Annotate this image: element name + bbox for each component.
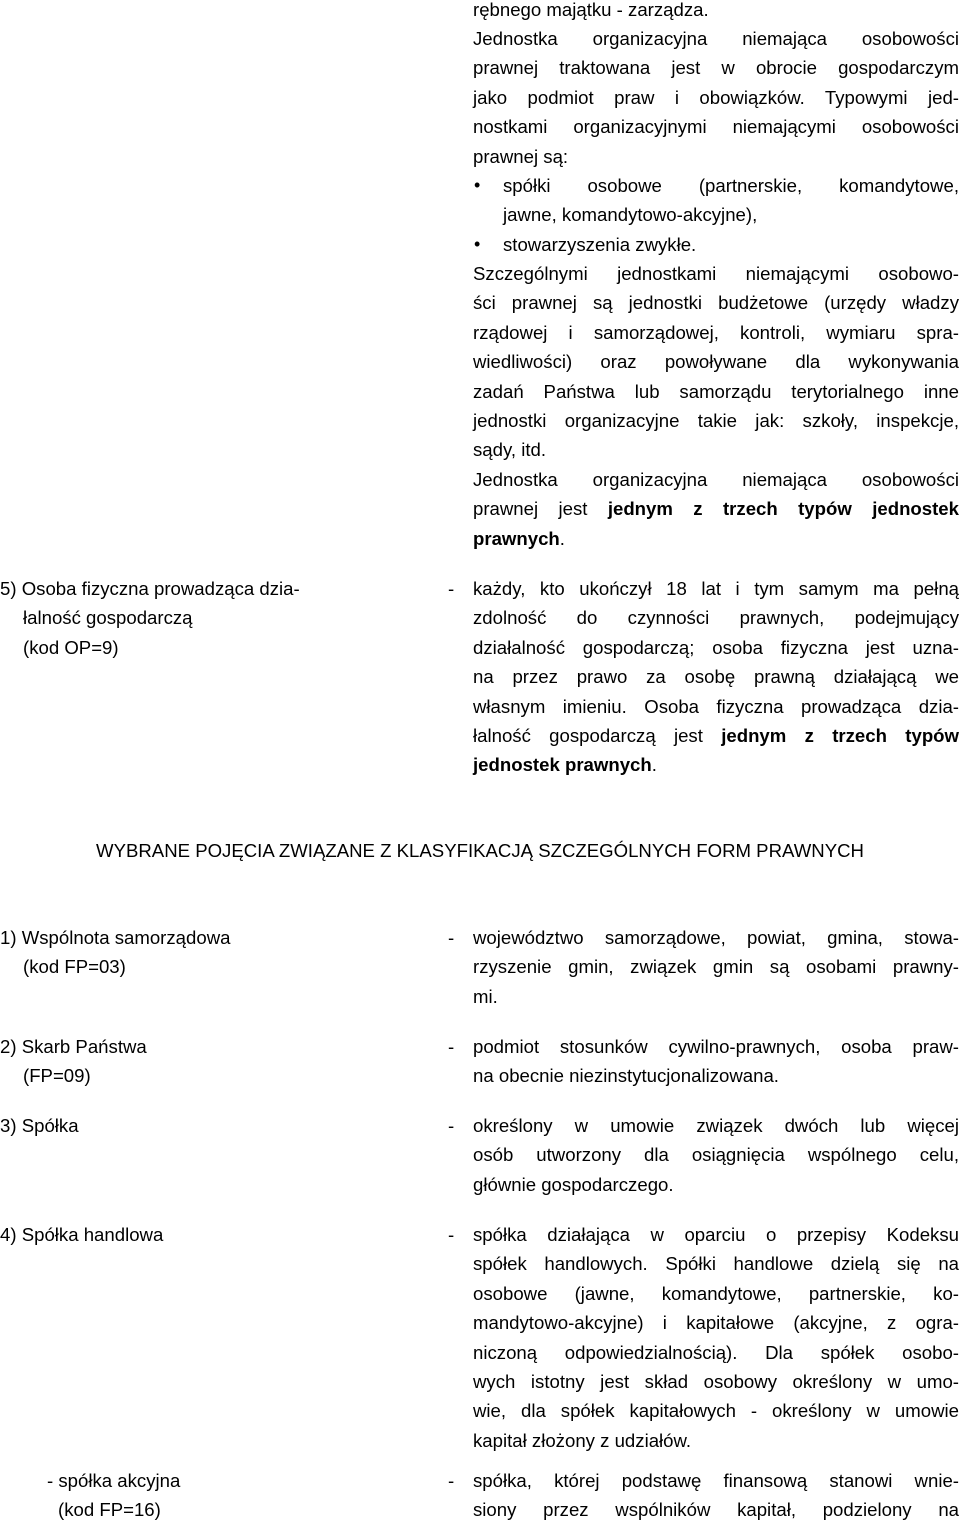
dash-marker: - [448, 1115, 455, 1136]
bullet-item: stowarzyszenia zwykłe. [503, 234, 697, 255]
text-line: na przez prawo za osobę prawną działającą we [473, 666, 959, 688]
text-line: rębnego majątku - zarządza. [473, 0, 709, 20]
bold-text: prawnych [473, 527, 560, 549]
text-span: . [651, 754, 657, 776]
term-natural-person [0, 574, 400, 662]
text-line [473, 524, 959, 553]
text-line: prawnej traktowana jest w obrocie gospodarczym [473, 57, 959, 79]
text-line: sądy, itd. [473, 439, 547, 461]
text-line: prawnej są: [473, 145, 569, 167]
text-line: na obecnie niezinstytucjonalizowana. [473, 1065, 779, 1087]
term-line: 5) Osoba fizyczna prowadząca dzia- [0, 578, 300, 599]
bullet-icon: • [474, 234, 481, 254]
definition-natural-person [473, 574, 959, 780]
bullet-item [503, 171, 959, 230]
text-line: zadań Państwa lub samorządu terytorialnego inne [473, 380, 959, 402]
term-line: - spółka akcyjna [47, 1470, 181, 1491]
text-span: prawnej jest [473, 498, 608, 520]
text-line: spółki osobowe (partnerskie, komandytowe, [503, 175, 959, 196]
text-line: Szczególnymi jednostkami niemającymi osobowo- [473, 263, 959, 284]
text-line: Jednostka organizacyjna niemająca osobowości [473, 469, 959, 490]
text-line: jako podmiot praw i obowiązków. Typowymi jed- [473, 86, 959, 108]
text-line [473, 721, 959, 750]
dash-marker: - [448, 1470, 455, 1491]
bold-text: jednostek prawnych [473, 754, 652, 776]
text-line: osób utworzony dla osiągnięcia wspólnego celu, [473, 1144, 959, 1166]
definition-joint-stock-company [473, 1466, 959, 1525]
text-line: ści prawnej są jednostki budżetowe (urzędy władzy [473, 292, 959, 314]
term-local-community [0, 923, 230, 982]
text-line [473, 494, 959, 523]
text-span: . [559, 527, 565, 549]
text-line: każdy, kto ukończył 18 lat i tym samym ma pełną [473, 578, 959, 599]
term-joint-stock-company [0, 1466, 240, 1525]
term-line: (FP=09) [23, 1065, 91, 1087]
text-line: niczoną odpowiedzialnością). Dla spółek osobo- [473, 1341, 959, 1363]
text-line: określony w umowie związek dwóch lub więcej [473, 1115, 959, 1136]
paragraph-budget-units [473, 259, 959, 465]
term-commercial-company [0, 1220, 163, 1249]
text-line: spółek handlowych. Spółki handlowe dzielą się na [473, 1253, 959, 1275]
text-line: rzyszenie gmin, związek gmin są osobami prawny- [473, 956, 959, 978]
dash-marker: - [448, 1224, 455, 1245]
text-line: nostkami organizacyjnymi niemającymi osobowości [473, 116, 959, 138]
bold-text: jednym z trzech typów jednostek [607, 498, 959, 520]
bold-text: jednym z trzech typów [721, 725, 959, 747]
text-line: jednostki organizacyjne takie jak: szkoły, inspekcje, [473, 410, 959, 432]
text-line: mi. [473, 985, 498, 1007]
term-line: 1) Wspólnota samorządowa [0, 927, 231, 948]
text-line: województwo samorządowe, powiat, gmina, stowa- [473, 927, 959, 948]
text-line: rządowej i samorządowej, kontroli, wymiaru spra- [473, 321, 959, 343]
term-line: (kod FP=16) [58, 1499, 161, 1521]
text-span: łalność gospodarczą jest [473, 725, 722, 747]
text-line: zdolność do czynności prawnych, podejmujący [473, 607, 959, 629]
dash-marker: - [448, 1036, 455, 1057]
text-line: Jednostka organizacyjna niemająca osobowości [473, 28, 959, 49]
text-line: spółka, której podstawę finansową stanowi wnie- [473, 1470, 959, 1491]
text-line: głównie gospodarczego. [473, 1173, 674, 1195]
term-line: (kod OP=9) [23, 636, 119, 658]
text-line [473, 750, 959, 779]
dash-marker: - [448, 927, 455, 948]
term-line: 3) Spółka [0, 1115, 79, 1136]
term-company [0, 1111, 79, 1140]
text-line: mandytowo-akcyjne) i kapitałowe (akcyjne, z ogra- [473, 1312, 959, 1334]
text-line: działalność gospodarczą; osoba fizyczna jest uzna- [473, 636, 959, 658]
paragraph-organizational-unit [473, 24, 959, 171]
dash-marker: - [448, 578, 455, 599]
term-line: 4) Spółka handlowa [0, 1224, 164, 1245]
term-line: 2) Skarb Państwa [0, 1036, 147, 1057]
term-state-treasury [0, 1032, 147, 1091]
text-line: spółka działająca w oparciu o przepisy Kodeksu [473, 1224, 959, 1245]
text-line: jawne, komandytowo-akcyjne), [503, 204, 758, 226]
text-line: wie, dla spółek kapitałowych - określony w umowie [473, 1400, 959, 1422]
text-line: wiedliwości) oraz powoływane dla wykonywania [473, 351, 959, 373]
text-line: kapitał złożony z udziałów. [473, 1429, 692, 1451]
text-line: siony przez wspólników kapitał, podzielony na [473, 1499, 959, 1521]
section-heading: WYBRANE POJĘCIA ZWIĄZANE Z KLASYFIKACJĄ SZCZEGÓLNYCH FORM PRAWNYCH [96, 840, 864, 861]
term-line: (kod FP=03) [23, 956, 126, 978]
definition-commercial-company [473, 1220, 959, 1455]
definition-company [473, 1111, 959, 1199]
definition-local-community [473, 923, 959, 1011]
bullet-icon: • [474, 175, 481, 195]
paragraph-legal-unit-type [473, 465, 959, 553]
text-line: własnym imieniu. Osoba fizyczna prowadząca dzia- [473, 695, 959, 717]
text-line: podmiot stosunków cywilno-prawnych, osoba praw- [473, 1036, 959, 1057]
term-line: łalność gospodarczą [23, 607, 193, 629]
text-line: wych istotny jest skład osobowy określony w umo- [473, 1371, 959, 1393]
text-line: osobowe (jawne, komandytowe, partnerskie, ko- [473, 1282, 959, 1304]
definition-state-treasury [473, 1032, 959, 1091]
